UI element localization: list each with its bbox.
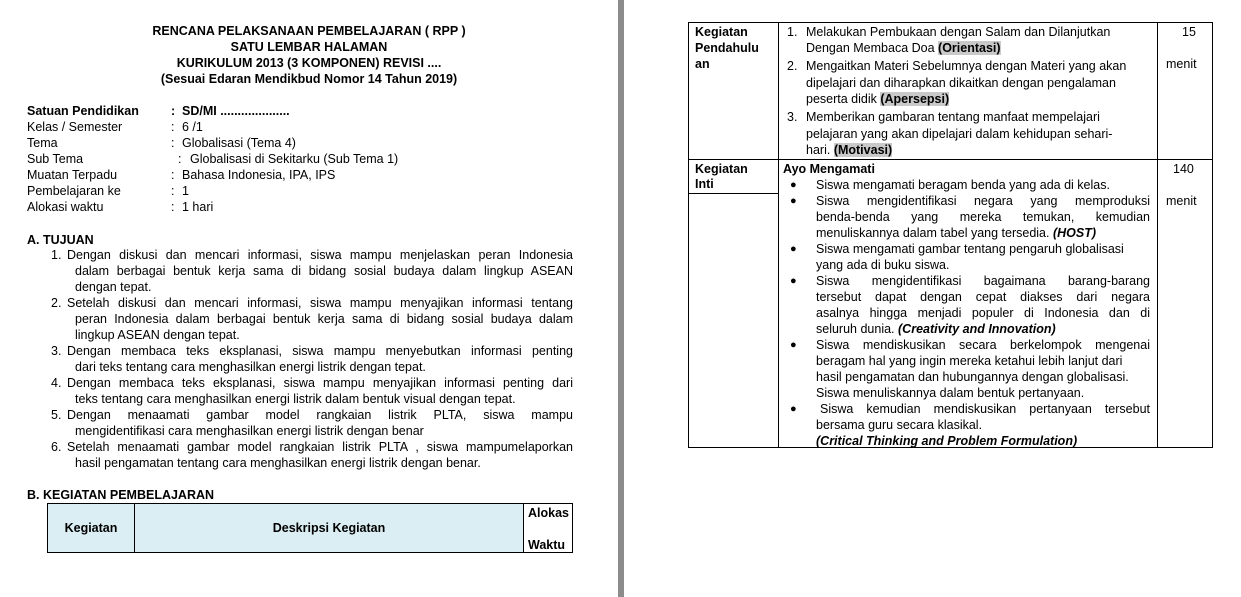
objective-line: Dengan membaca teks eksplanasi, siswa mampu menyajikan informasi penting dari <box>67 376 573 390</box>
time-unit: menit <box>1166 57 1197 71</box>
pendahuluan-label: Pendahulu <box>695 41 759 55</box>
identity-colon: : <box>171 104 176 118</box>
objective-line: dari teks tentang cara menghasilkan energi listrik dengan tepat. <box>75 360 426 374</box>
pendahuluan-line: Melakukan Pembukaan dengan Salam dan Dilanjutkan <box>806 25 1111 39</box>
objective-line: dengan tepat. <box>75 280 152 294</box>
identity-label: Pembelajaran ke <box>27 184 121 198</box>
objective-line: Dengan diskusi dan mencari informasi, siswa mampu menjelaskan peran Indonesia <box>67 248 573 262</box>
objective-line: lingkup ASEAN dengan tepat. <box>75 328 240 342</box>
inti-line: Siswa kemudian mendiskusikan pertanyaan tersebut <box>820 402 1150 416</box>
inti-line: Siswa mendiskusikan secara berkelompok mengenai <box>816 338 1150 352</box>
tag-motivasi: (Motivasi) <box>833 143 893 157</box>
identity-colon: : <box>178 152 182 166</box>
identity-value: 1 <box>182 184 189 198</box>
identity-colon: : <box>171 184 175 198</box>
list-number: 6. <box>51 440 62 454</box>
objective-line: teks tentang cara menghasilkan energi listrik dalam bentuk visual dengan tepat. <box>75 392 516 406</box>
row-divider <box>688 159 1213 160</box>
col-divider <box>1157 22 1158 448</box>
inti-line: Siswa mengidentifikasi negara yang memproduksi <box>816 194 1150 208</box>
list-number: 5. <box>51 408 62 422</box>
list-number: 4. <box>51 376 62 390</box>
inti-line <box>816 322 1056 336</box>
section-b-title: B. KEGIATAN PEMBELAJARAN <box>27 488 215 502</box>
pendahuluan-line: Memberikan gambaran tentang manfaat mempelajari <box>806 110 1100 124</box>
pendahuluan-line <box>806 143 892 157</box>
pendahuluan-text: Dengan Membaca Doa <box>806 41 935 55</box>
inti-line: asalnya hingga menjadi populer di Indonesia dan di <box>816 306 1150 320</box>
objective-line: Dengan menaamati gambar model rangkaian listrik PLTA, siswa mampu <box>67 408 573 422</box>
tag-apersepsi: (Apersepsi) <box>880 92 950 106</box>
identity-label: Alokasi waktu <box>27 200 104 214</box>
objective-line: peran Indonesia dalam berbagai bentuk kerja sama di bidang sosial budaya dalam <box>75 312 573 326</box>
pendahuluan-text: hari. <box>806 143 831 157</box>
inti-line: Siswa mengamati gambar tentang pengaruh globalisasi <box>816 242 1124 256</box>
identity-label: Sub Tema <box>27 152 84 166</box>
pendahuluan-label: Kegiatan <box>695 25 748 39</box>
identity-value: 1 hari <box>182 200 214 214</box>
objective-line: Dengan membaca teks eksplanasi, siswa mampu menyebutkan informasi penting <box>67 344 573 358</box>
header-line-1: RENCANA PELAKSANAAN PEMBELAJARAN ( RPP ) <box>152 24 466 38</box>
identity-colon: : <box>171 200 175 214</box>
inti-heading: Ayo Mengamati <box>783 162 875 176</box>
tag-host: (HOST) <box>1052 226 1097 240</box>
bullet-icon: ● <box>790 339 797 351</box>
tag-orientasi: (Orientasi) <box>938 41 1001 55</box>
pendahuluan-label: an <box>695 57 710 71</box>
inti-line <box>816 226 1096 240</box>
left-page <box>0 0 618 597</box>
objective-line: dalam berbagai bentuk kerja sama di bidang sosial budaya dalam lingkup ASEAN <box>75 264 573 278</box>
inti-label: Kegiatan <box>695 162 748 176</box>
time-unit: menit <box>1166 194 1197 208</box>
col-kegiatan: Kegiatan <box>48 504 135 553</box>
pendahuluan-line: dipelajari dan diharapkan dikaitkan dengan pengalaman <box>806 76 1116 90</box>
inti-line: beragam hal yang ingin mereka ketahui lebih lanjut dari <box>816 354 1123 368</box>
identity-value: Globalisasi (Tema 4) <box>182 136 296 150</box>
identity-value: SD/MI .................... <box>182 104 290 118</box>
tag-critical-thinking: (Critical Thinking and Problem Formulation) <box>816 434 1078 448</box>
list-number: 2. <box>787 59 798 73</box>
bullet-icon: ● <box>790 403 797 415</box>
bullet-icon: ● <box>790 275 797 287</box>
inti-label: Inti <box>695 177 714 191</box>
inti-line: bersama guru secara klasikal. <box>816 418 983 432</box>
identity-colon: : <box>171 120 175 134</box>
inti-line: yang ada di buku siswa. <box>816 258 950 272</box>
inti-text: menuliskannya dalam tabel yang tersedia. <box>816 226 1050 240</box>
identity-label: Satuan Pendidikan <box>27 104 139 118</box>
tag-creativity: (Creativity and Innovation) <box>898 322 1056 336</box>
identity-label: Muatan Terpadu <box>27 168 118 182</box>
inti-line: tersebut dapat dengan cepat diakses dari negara <box>816 290 1150 304</box>
inti-line: hasil pengamatan dan hubungannya dengan globalisasi. <box>816 370 1129 384</box>
inti-line: benda-benda yang mereka temukan, kemudian <box>816 210 1150 224</box>
inti-line: Siswa mengamati beragam benda yang ada di kelas. <box>816 178 1110 192</box>
time-value: 15 <box>1182 25 1196 39</box>
list-number: 3. <box>787 110 798 124</box>
list-number: 1. <box>51 248 62 262</box>
identity-label: Kelas / Semester <box>27 120 123 134</box>
col-alokasi-line1: Alokas <box>528 506 569 520</box>
objective-line: mengidentifikasi cara menghasilkan energi listrik dengan benar <box>75 424 424 438</box>
identity-colon: : <box>171 136 175 150</box>
pendahuluan-text: peserta didik <box>806 92 877 106</box>
list-number: 2. <box>51 296 62 310</box>
objective-line: Setelah diskusi dan mencari informasi, siswa mampu menyajikan informasi tentang <box>67 296 573 310</box>
bullet-icon: ● <box>790 195 797 207</box>
header-line-3: KURIKULUM 2013 (3 KOMPONEN) REVISI .... <box>176 56 442 70</box>
identity-value: 6 /1 <box>182 120 203 134</box>
inti-line: Siswa menuliskannya dalam bentuk pertanyaan. <box>816 386 1085 400</box>
header-line-2: SATU LEMBAR HALAMAN <box>230 40 388 54</box>
list-number: 1. <box>787 25 798 39</box>
col-divider <box>778 22 779 448</box>
right-page <box>624 0 1241 597</box>
cell-divider <box>688 193 778 194</box>
inti-text: seluruh dunia. <box>816 322 895 336</box>
list-number: 3. <box>51 344 62 358</box>
identity-label: Tema <box>27 136 58 150</box>
col-deskripsi: Deskripsi Kegiatan <box>135 504 524 553</box>
pendahuluan-line: pelajaran yang akan dipelajari dalam kehidupan sehari- <box>806 127 1113 141</box>
inti-line: Siswa mengidentifikasi bagaimana barang-barang <box>816 274 1150 288</box>
identity-value: Globalisasi di Sekitarku (Sub Tema 1) <box>190 152 399 166</box>
section-a-title: A. TUJUAN <box>27 233 94 247</box>
pendahuluan-line <box>806 92 949 106</box>
pendahuluan-line <box>806 41 1001 55</box>
identity-colon: : <box>171 168 175 182</box>
bullet-icon: ● <box>790 179 797 191</box>
activity-table-header <box>47 503 573 553</box>
identity-value: Bahasa Indonesia, IPA, IPS <box>182 168 336 182</box>
objective-line: hasil pengamatan tentang cara menghasilkan energi listrik dengan benar. <box>75 456 481 470</box>
objective-line: Setelah menaamati gambar model rangkaian listrik PLTA , siswa mampumelaporkan <box>67 440 573 454</box>
header-line-4: (Sesuai Edaran Mendikbud Nomor 14 Tahun 2019) <box>160 72 458 86</box>
col-alokasi <box>524 504 573 553</box>
time-value: 140 <box>1173 162 1194 176</box>
pendahuluan-line: Mengaitkan Materi Sebelumnya dengan Materi yang akan <box>806 59 1127 73</box>
col-alokasi-line2: Waktu <box>528 538 566 552</box>
bullet-icon: ● <box>790 243 797 255</box>
